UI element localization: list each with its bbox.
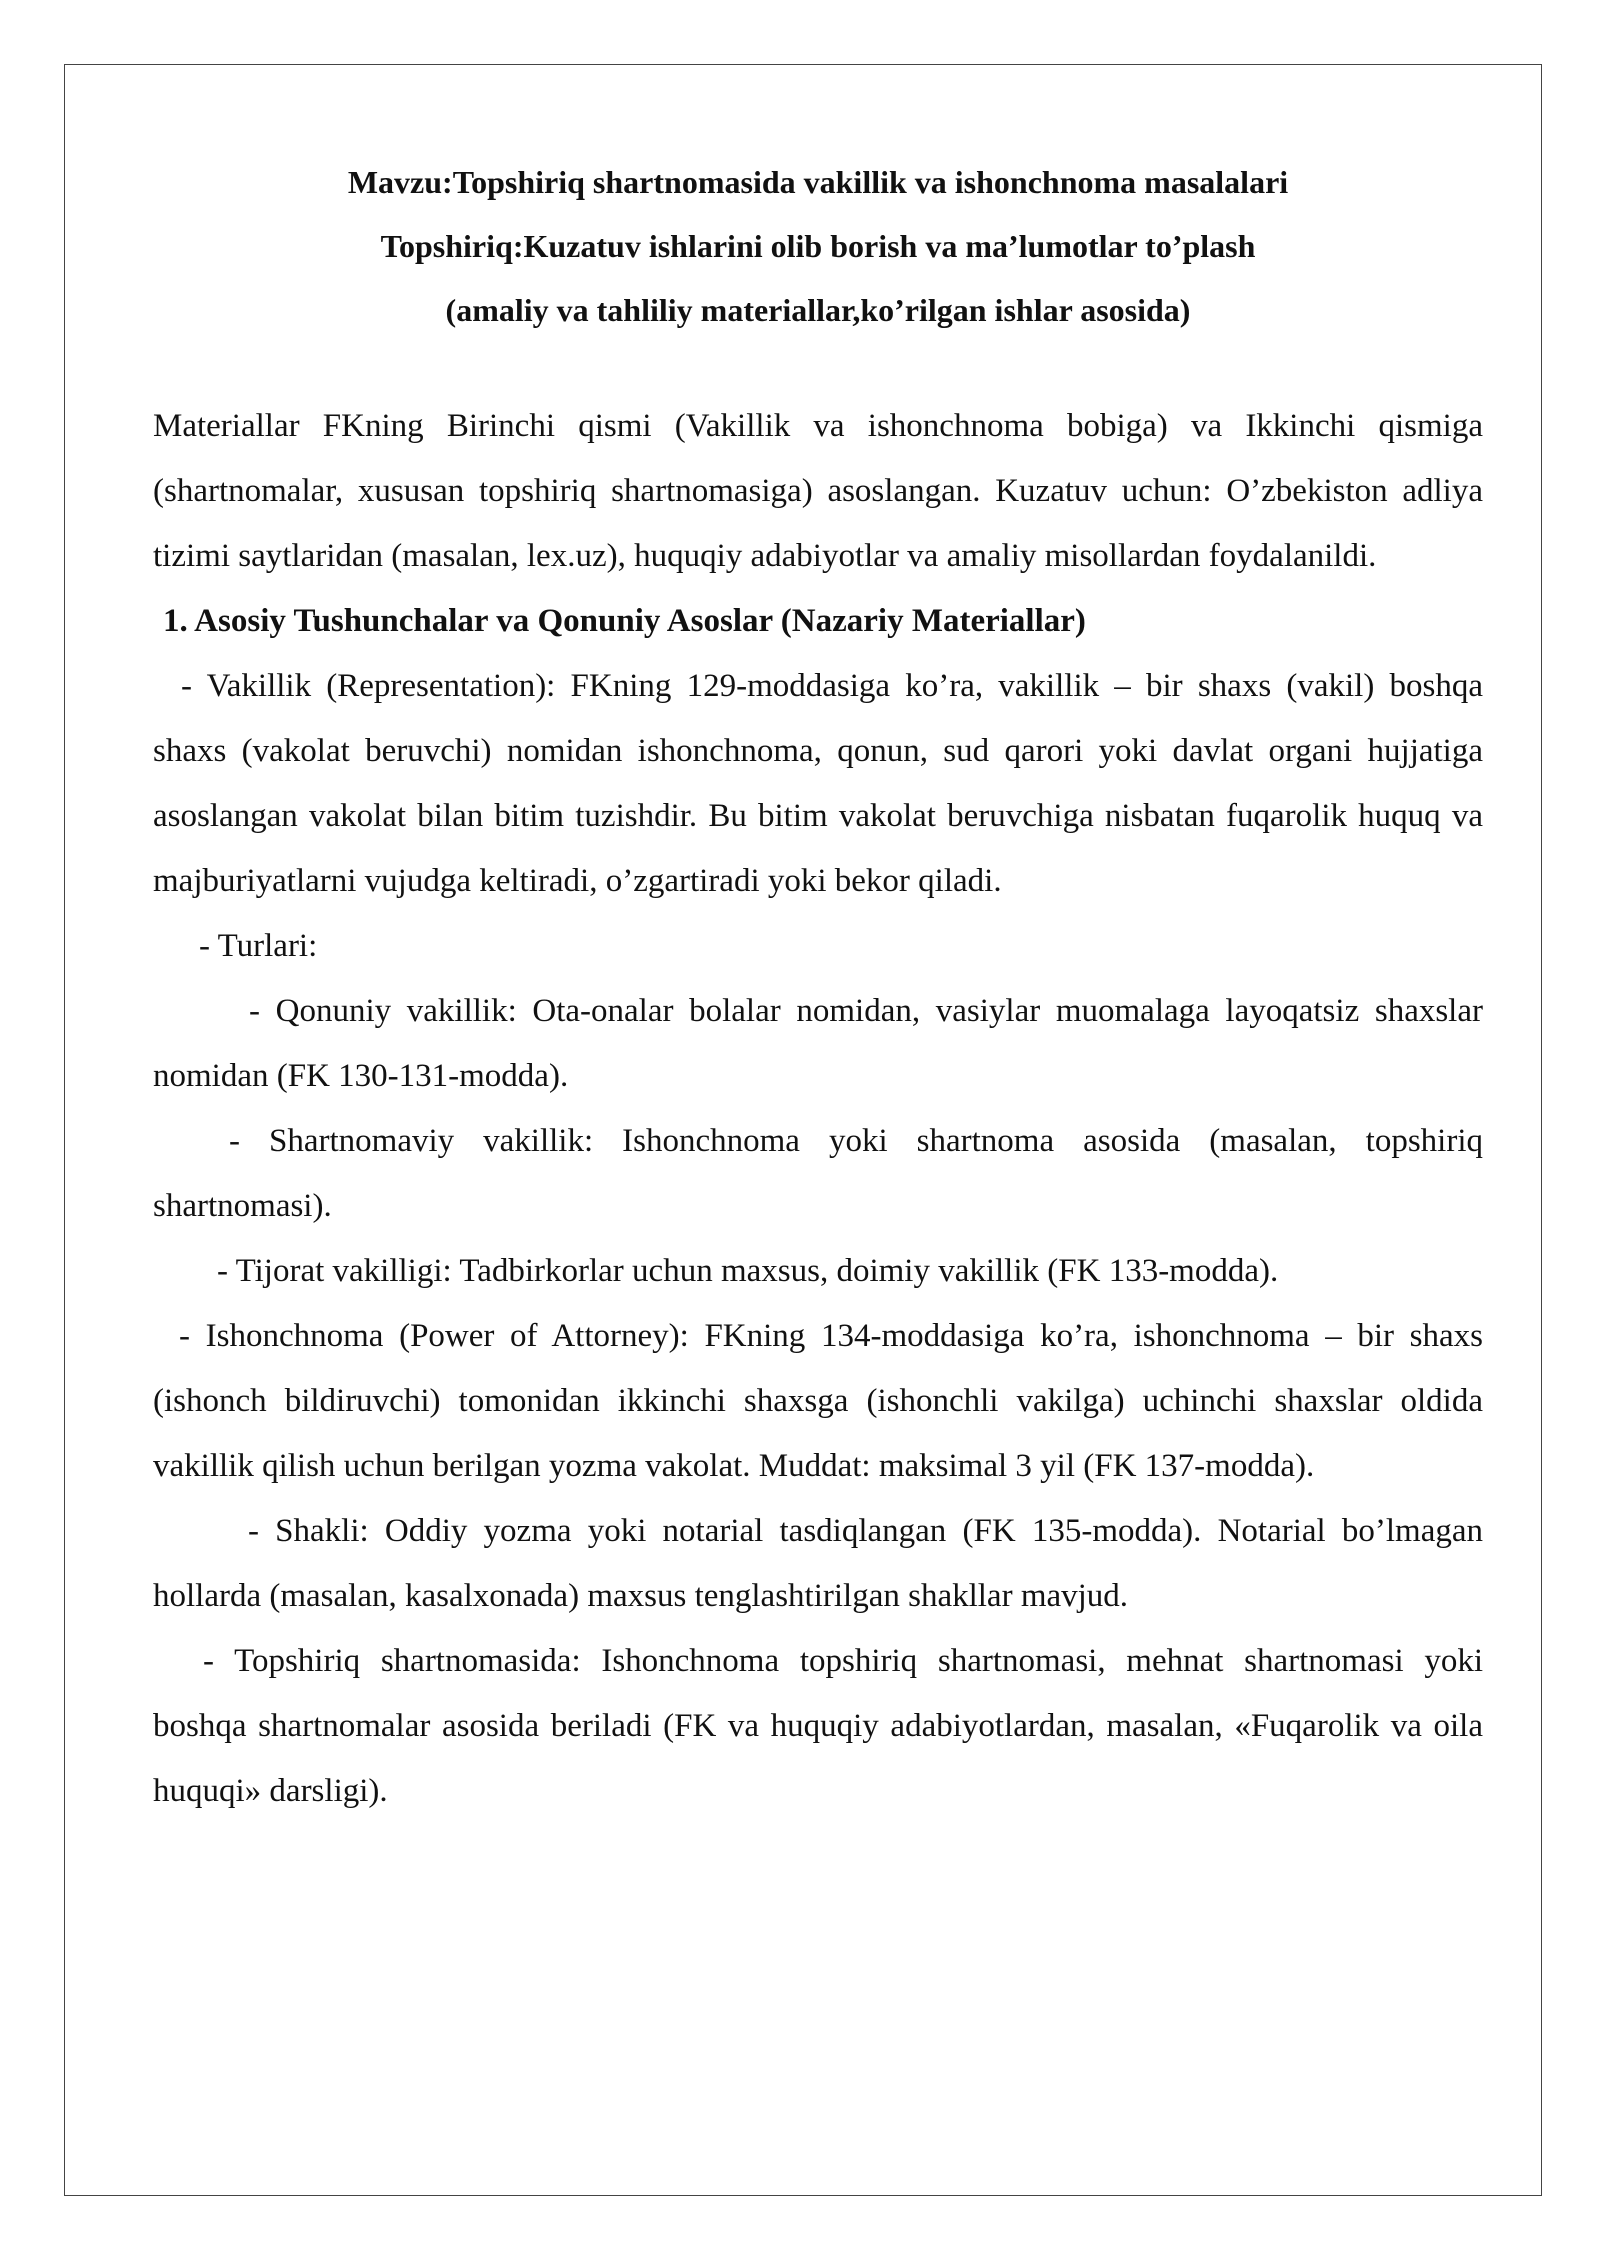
paragraph-qonuniy-vakillik: - Qonuniy vakillik: Ota-onalar bolalar nomidan, vasiylar muomalaga layoqatsiz shaxslar nomidan (FK 130-131-modda).	[153, 993, 1483, 1094]
paragraph-turlari: - Turlari:	[199, 928, 318, 964]
spacer	[153, 342, 1483, 394]
paragraph-ishonchnoma: - Ishonchnoma (Power of Attorney): FKning 134-moddasiga ko’ra, ishonchnoma – bir shaxs (ishonch bildiruvchi) tomonidan ikkinchi shaxsga (ishonchli vakilga) uchinchi shaxslar oldida vakillik qilish uchun berilgan yozma vakolat. Muddat: maksimal 3 yil (FK 137-modda).	[153, 1318, 1483, 1484]
title-subtitle: (amaliy va tahliliy materiallar,ko’rilgan ishlar asosida)	[445, 292, 1191, 328]
paragraph-tijorat-vakilligi: - Tijorat vakilligi: Tadbirkorlar uchun maxsus, doimiy vakillik (FK 133-modda).	[217, 1253, 1279, 1289]
paragraph-shakli: - Shakli: Oddiy yozma yoki notarial tasdiqlangan (FK 135-modda). Notarial bo’lmagan hollarda (masalan, kasalxonada) maxsus tenglashtirilgan shakllar mavjud.	[153, 1513, 1483, 1614]
document-body	[153, 150, 1483, 1824]
paragraph-topshiriq-shartnomasida: - Topshiriq shartnomasida: Ishonchnoma topshiriq shartnomasi, mehnat shartnomasi yoki boshqa shartnomalar asosida beriladi (FK va huquqiy adabiyotlardan, masalan, «Fuqarolik va oila huquqi» darsligi).	[153, 1643, 1483, 1809]
intro-paragraph: Materiallar FKning Birinchi qismi (Vakillik va ishonchnoma bobiga) va Ikkinchi qismiga (shartnomalar, xususan topshiriq shartnomasiga) asoslangan. Kuzatuv uchun: O’zbekiston adliya tizimi saytlaridan (masalan, lex.uz), huquqiy adabiyotlar va amaliy misollardan foydalanildi.	[153, 408, 1483, 574]
section-heading: 1. Asosiy Tushunchalar va Qonuniy Asoslar (Nazariy Materiallar)	[163, 603, 1086, 639]
title-topic: Mavzu:Topshiriq shartnomasida vakillik va ishonchnoma masalalari	[347, 164, 1289, 200]
paragraph-vakillik: - Vakillik (Representation): FKning 129-moddasiga ko’ra, vakillik – bir shaxs (vakil) boshqa shaxs (vakolat beruvchi) nomidan ishonchnoma, qonun, sud qarori yoki davlat organi hujjatiga asoslangan vakolat bilan bitim tuzishdir. Bu bitim vakolat beruvchiga nisbatan fuqarolik huquq va majburiyatlarni vujudga keltiradi, o’zgartiradi yoki bekor qiladi.	[153, 668, 1483, 899]
title-task: Topshiriq:Kuzatuv ishlarini olib borish va ma’lumotlar to’plash	[380, 228, 1256, 264]
paragraph-shartnomaviy-vakillik: - Shartnomaviy vakillik: Ishonchnoma yoki shartnoma asosida (masalan, topshiriq shartnomasi).	[153, 1123, 1483, 1224]
document-title	[153, 150, 1483, 342]
